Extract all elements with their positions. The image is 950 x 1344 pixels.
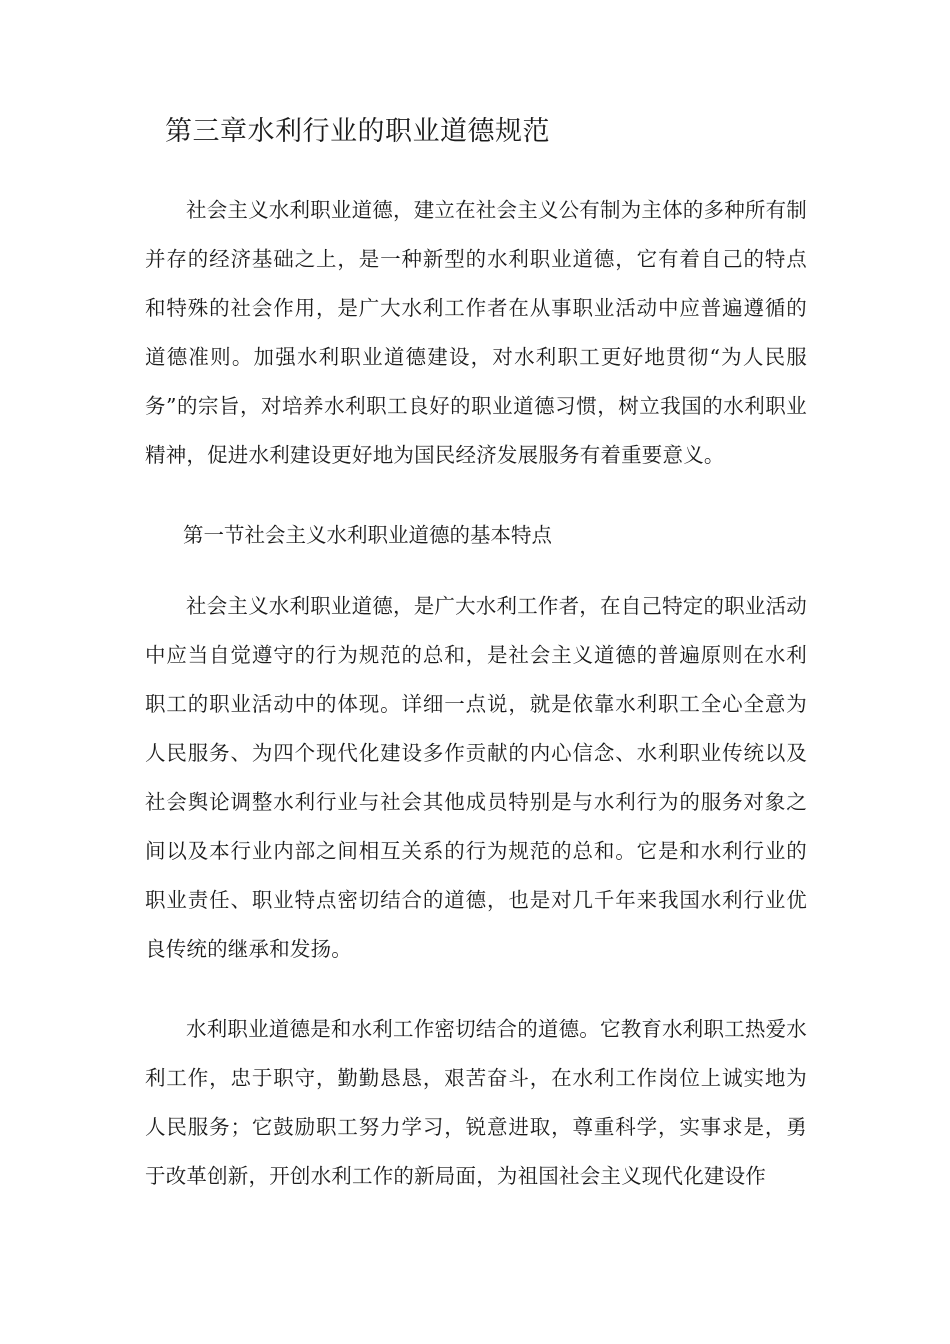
- section-title: 第一节社会主义水利职业道德的基本特点: [183, 523, 552, 547]
- chapter-title: 第三章水利行业的职业道德规范: [165, 116, 550, 147]
- section-paragraph-2: 水利职业道德是和水利工作密切结合的道德。它教育水利职工热爱水利工作，忠于职守，勤勤恳恳，艰苦奋斗，在水利工作岗位上诚实地为人民服务；它鼓励职工努力学习，锐意进取，尊重科学，实事求是，勇于改革创新，开创水利工作的新局面，为祖国社会主义现代化建设作: [145, 1017, 807, 1188]
- intro-paragraph: 社会主义水利职业道德，建立在社会主义公有制为主体的多种所有制并存的经济基础之上，是一种新型的水利职业道德，它有着自己的特点和特殊的社会作用，是广大水利工作者在从事职业活动中应普遍遵循的道德准则。加强水利职业道德建设，对水利职工更好地贯彻“为人民服务”的宗旨，对培养水利职工良好的职业道德习惯，树立我国的水利职业精神，促进水利建设更好地为国民经济发展服务有着重要意义。: [145, 198, 807, 467]
- section-paragraph-1: 社会主义水利职业道德，是广大水利工作者，在自己特定的职业活动中应当自觉遵守的行为规范的总和，是社会主义道德的普遍原则在水利职工的职业活动中的体现。详细一点说，就是依靠水利职工全心全意为人民服务、为四个现代化建设多作贡献的内心信念、水利职业传统以及社会舆论调整水利行业与社会其他成员特别是与水利行为的服务对象之间以及本行业内部之间相互关系的行为规范的总和。它是和水利行业的职业责任、职业特点密切结合的道德，也是对几千年来我国水利行业优良传统的继承和发扬。: [145, 594, 807, 961]
